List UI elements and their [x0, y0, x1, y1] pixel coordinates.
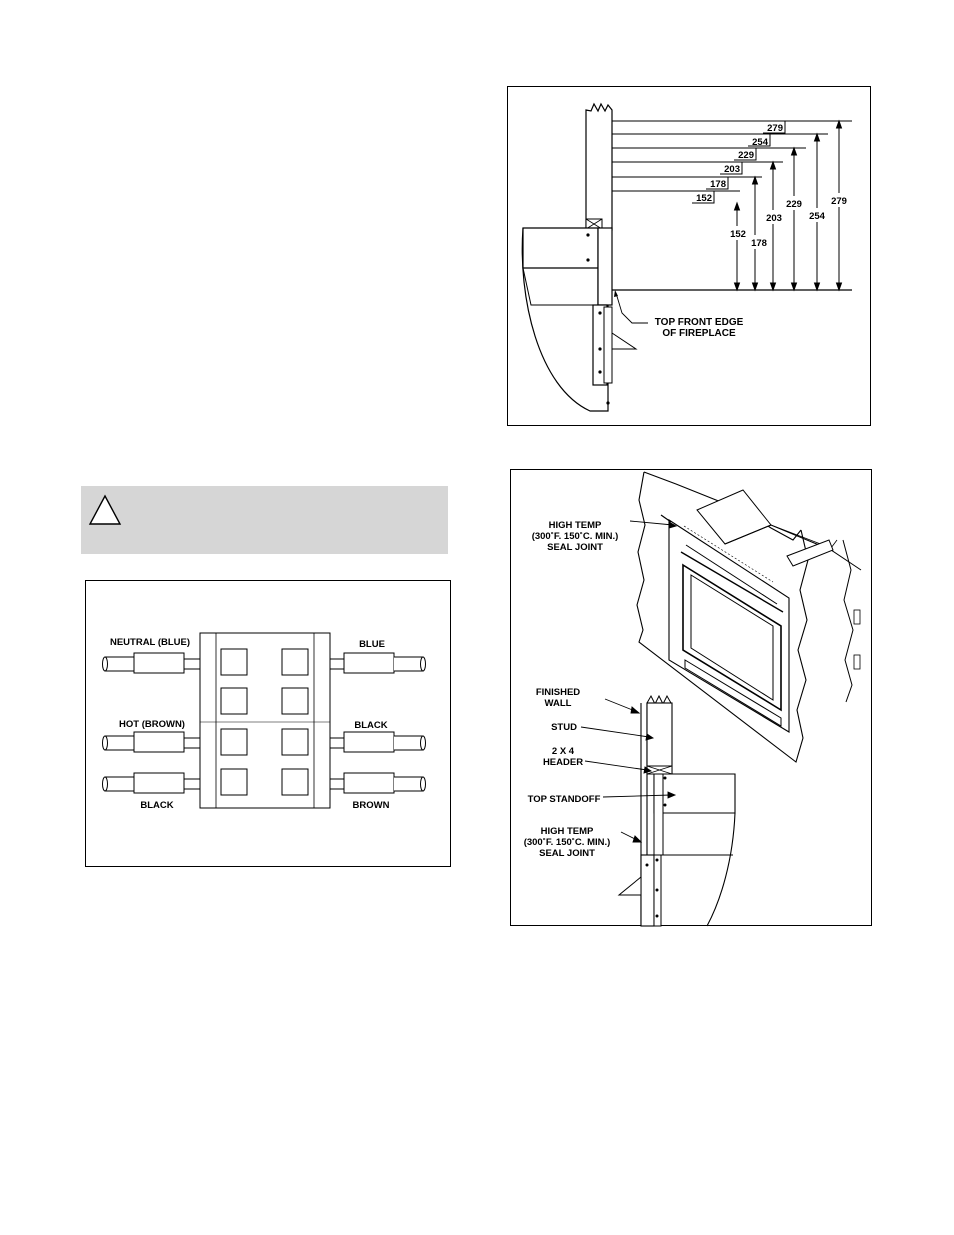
dim-label-279-top: 279: [767, 123, 783, 134]
label-header-line2: HEADER: [542, 757, 584, 768]
label-high-temp-top-line1: HIGH TEMP: [548, 520, 602, 531]
warning-box: [81, 486, 448, 554]
label-high-temp-bottom-line1: HIGH TEMP: [540, 826, 594, 837]
dim-arrow-label-152: 152: [730, 229, 746, 240]
wire-label-hot-brown: HOT (BROWN): [119, 719, 185, 730]
wire-label-blue: BLUE: [359, 639, 385, 650]
dim-label-203-top: 203: [724, 164, 740, 175]
wiring-figure: [85, 580, 451, 867]
dim-arrow-label-229: 229: [786, 199, 802, 210]
dim-label-152-top: 152: [696, 193, 712, 204]
label-finished-wall-line1: FINISHED: [535, 687, 581, 698]
wire-label-neutral-blue: NEUTRAL (BLUE): [109, 637, 191, 648]
wiring-diagram: [86, 581, 452, 868]
label-high-temp-bottom-line3: SEAL JOINT: [539, 848, 595, 859]
wire-label-black-right: BLACK: [354, 720, 388, 731]
label-high-temp-top-line3: SEAL JOINT: [547, 542, 603, 553]
label-finished-wall-line2: WALL: [544, 698, 572, 709]
dim-arrow-label-203: 203: [766, 213, 782, 224]
dim-label-178-top: 178: [710, 179, 726, 190]
installation-figure: [510, 469, 872, 926]
wire-label-black-left: BLACK: [140, 800, 174, 811]
installation-diagram: [511, 470, 873, 927]
label-high-temp-bottom-line2: (300˚F. 150˚C. MIN.): [523, 837, 611, 848]
dim-label-254-top: 254: [752, 137, 768, 148]
warning-triangle-icon: [87, 492, 127, 532]
wire-label-brown: BROWN: [352, 800, 390, 811]
callout-top-front-edge-line1: TOP FRONT EDGE: [654, 317, 744, 328]
dim-arrow-label-178: 178: [751, 238, 767, 249]
label-stud: STUD: [551, 722, 577, 733]
label-high-temp-top-line2: (300˚F. 150˚C. MIN.): [531, 531, 619, 542]
dim-arrow-label-279: 279: [831, 196, 847, 207]
dim-label-229-top: 229: [738, 150, 754, 161]
dim-arrow-label-254: 254: [809, 211, 825, 222]
label-top-standoff: TOP STANDOFF: [527, 794, 601, 805]
callout-top-front-edge-line2: OF FIREPLACE: [662, 328, 736, 339]
clearance-diagram: [508, 87, 872, 427]
label-header-line1: 2 X 4: [551, 746, 575, 757]
clearance-figure: [507, 86, 871, 426]
